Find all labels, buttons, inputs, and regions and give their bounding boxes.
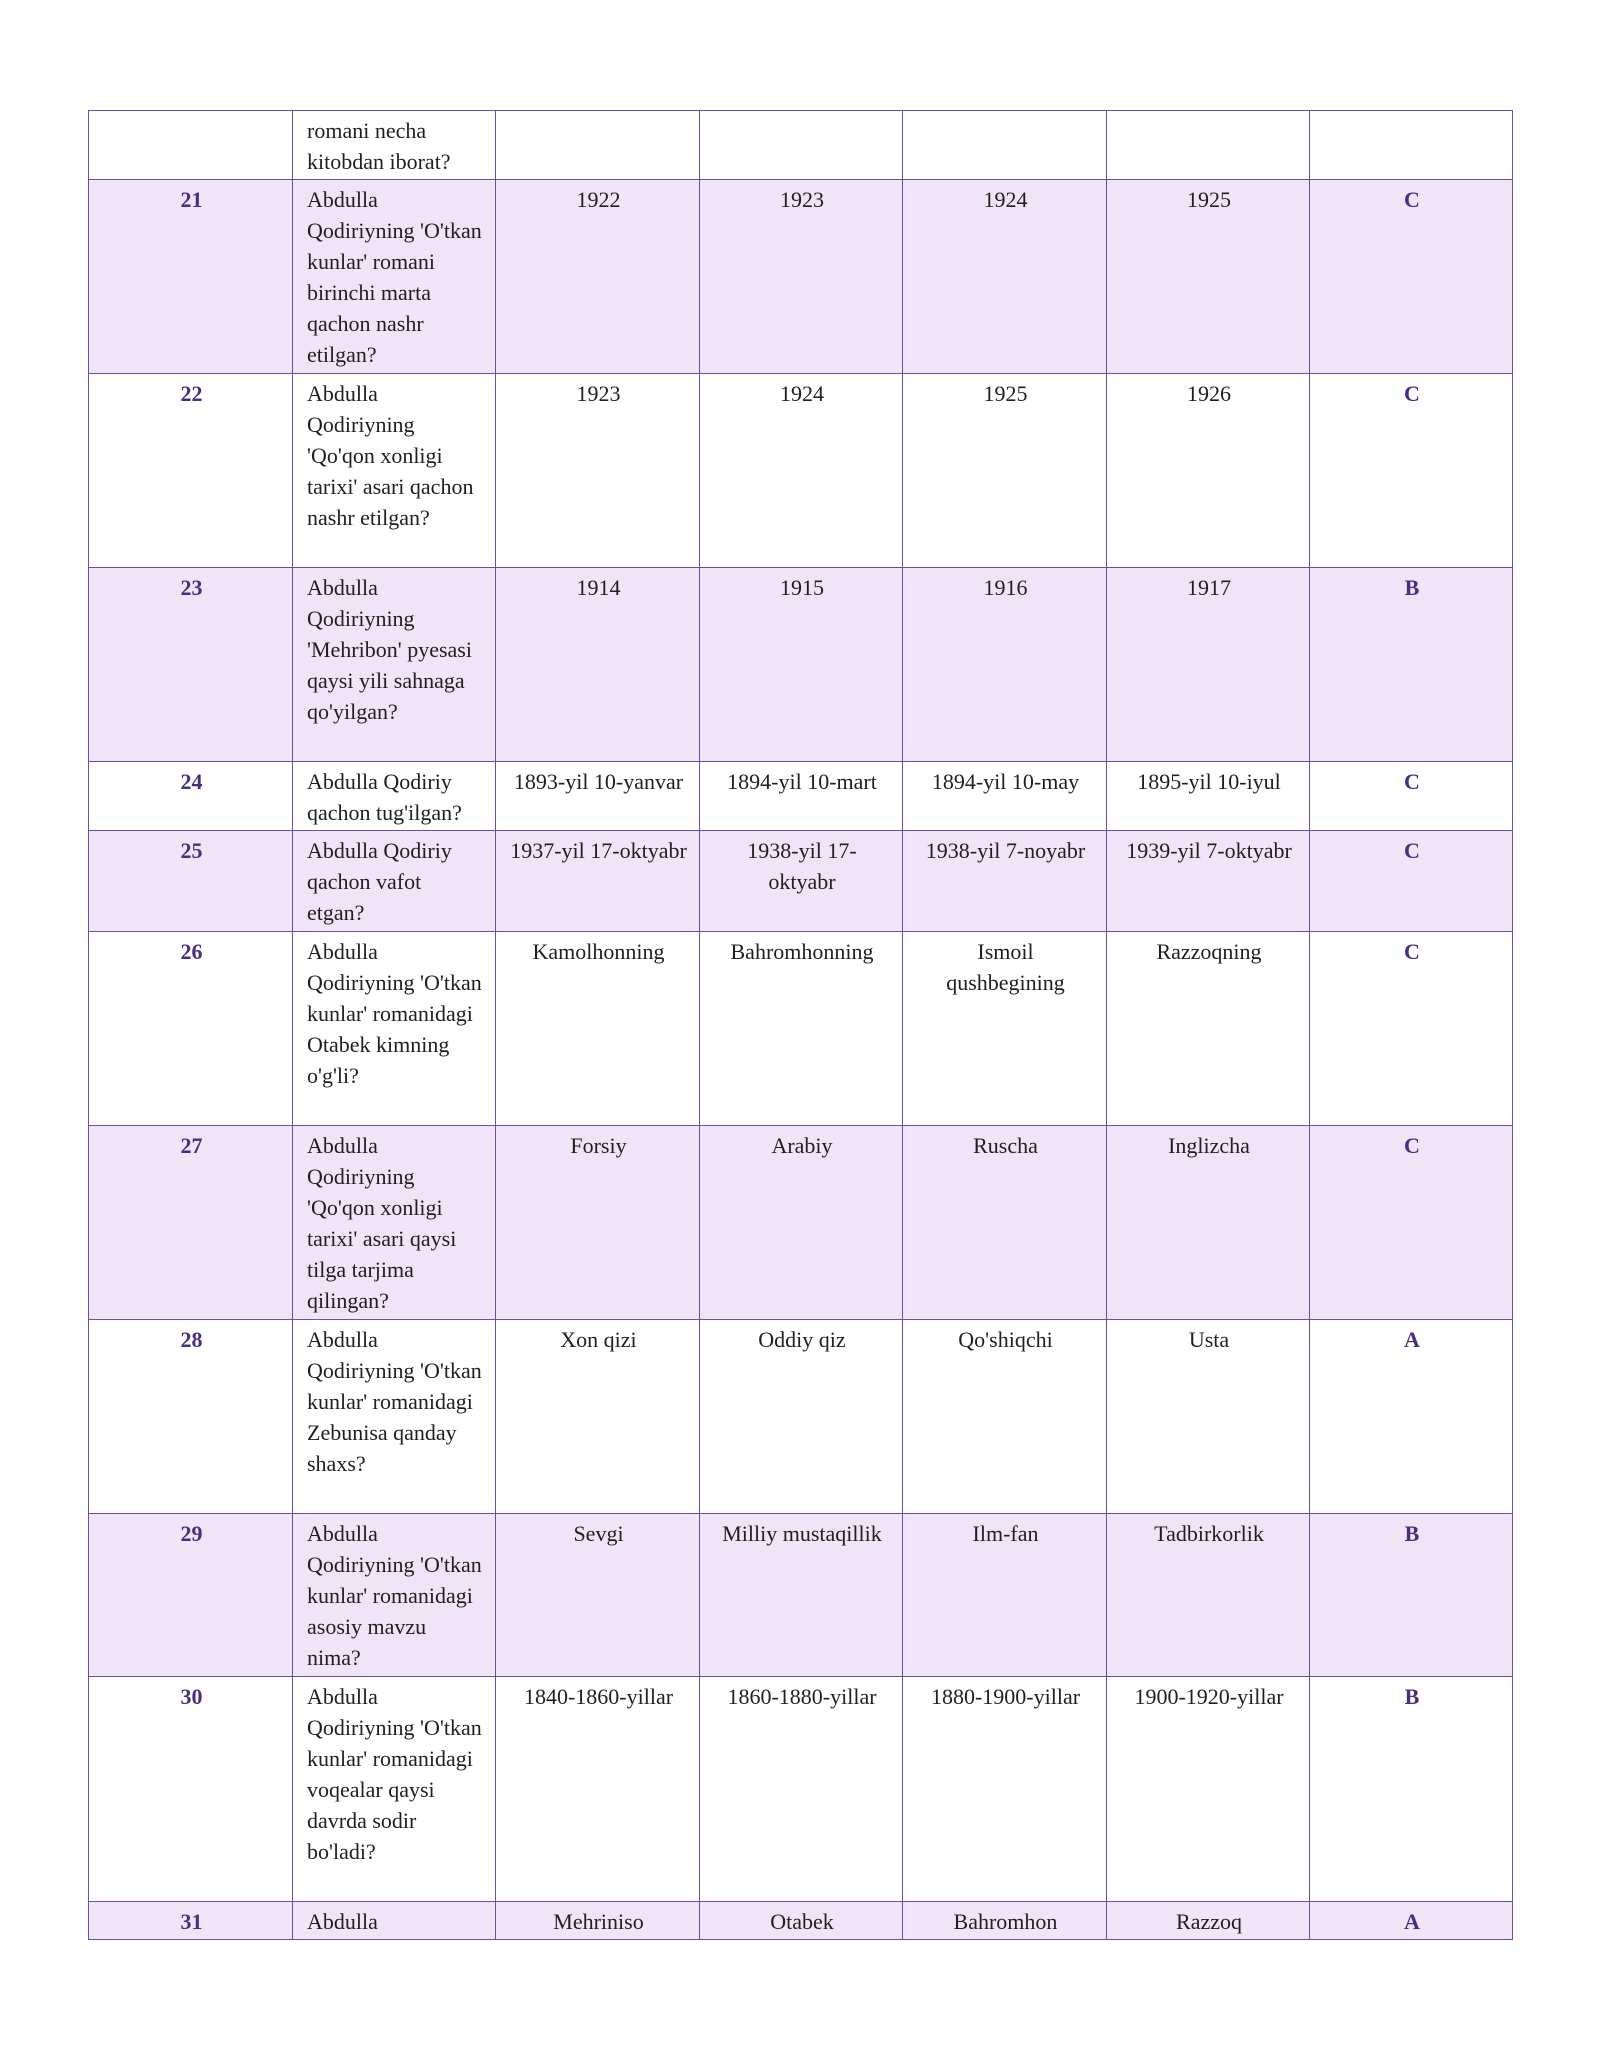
question-number: 21 xyxy=(89,180,293,374)
table-row xyxy=(89,568,1513,762)
option-b: Arabiy xyxy=(700,1126,903,1320)
option-d: 1926 xyxy=(1107,374,1310,568)
option-c: 1924 xyxy=(903,180,1107,374)
table-row xyxy=(89,1126,1513,1320)
correct-answer: C xyxy=(1310,762,1513,831)
table-row xyxy=(89,932,1513,1126)
option-d: Usta xyxy=(1107,1320,1310,1514)
question-number: 26 xyxy=(89,932,293,1126)
option-d: 1900-1920-yillar xyxy=(1107,1677,1310,1902)
correct-answer xyxy=(1310,111,1513,180)
question-text: Abdulla Qodiriy qachon vafot etgan? xyxy=(293,831,496,932)
question-text: Abdulla Qodiriyning 'Qo'qon xonligi tarixi' asari qaysi tilga tarjima qilingan? xyxy=(293,1126,496,1320)
correct-answer: C xyxy=(1310,374,1513,568)
question-number: 23 xyxy=(89,568,293,762)
table-row xyxy=(89,111,1513,180)
option-c: 1916 xyxy=(903,568,1107,762)
option-b: 1860-1880-yillar xyxy=(700,1677,903,1902)
correct-answer: A xyxy=(1310,1320,1513,1514)
question-text: Abdulla Qodiriyning 'O'tkan kunlar' romani birinchi marta qachon nashr etilgan? xyxy=(293,180,496,374)
question-number: 28 xyxy=(89,1320,293,1514)
option-d: Razzoq xyxy=(1107,1902,1310,1940)
option-a: 1923 xyxy=(496,374,700,568)
option-c xyxy=(903,111,1107,180)
table-row xyxy=(89,1902,1513,1940)
quiz-table xyxy=(88,110,1513,1940)
question-text: Abdulla Qodiriyning 'O'tkan kunlar' romanidagi Otabek kimning o'g'li? xyxy=(293,932,496,1126)
option-c: 1894-yil 10-may xyxy=(903,762,1107,831)
option-a: Mehriniso xyxy=(496,1902,700,1940)
correct-answer: B xyxy=(1310,568,1513,762)
option-c: 1880-1900-yillar xyxy=(903,1677,1107,1902)
option-a: 1893-yil 10-yanvar xyxy=(496,762,700,831)
option-b: 1915 xyxy=(700,568,903,762)
question-text: Abdulla Qodiriyning 'Mehribon' pyesasi qaysi yili sahnaga qo'yilgan? xyxy=(293,568,496,762)
correct-answer: C xyxy=(1310,932,1513,1126)
question-text: Abdulla Qodiriyning 'O'tkan kunlar' romanidagi asosiy mavzu nima? xyxy=(293,1514,496,1677)
question-number: 25 xyxy=(89,831,293,932)
option-a: 1914 xyxy=(496,568,700,762)
correct-answer: B xyxy=(1310,1514,1513,1677)
option-a: 1922 xyxy=(496,180,700,374)
question-text: Abdulla Qodiriyning 'O'tkan kunlar' romanidagi Zebunisa qanday shaxs? xyxy=(293,1320,496,1514)
table-row xyxy=(89,831,1513,932)
option-a: Xon qizi xyxy=(496,1320,700,1514)
option-a: Sevgi xyxy=(496,1514,700,1677)
option-b: Oddiy qiz xyxy=(700,1320,903,1514)
option-d xyxy=(1107,111,1310,180)
correct-answer: A xyxy=(1310,1902,1513,1940)
option-b: Otabek xyxy=(700,1902,903,1940)
option-c: Ismoil qushbegining xyxy=(903,932,1107,1126)
correct-answer: B xyxy=(1310,1677,1513,1902)
option-b: Bahromhonning xyxy=(700,932,903,1126)
question-number: 22 xyxy=(89,374,293,568)
table-row xyxy=(89,1514,1513,1677)
correct-answer: C xyxy=(1310,1126,1513,1320)
correct-answer: C xyxy=(1310,831,1513,932)
question-number: 27 xyxy=(89,1126,293,1320)
option-c: Ilm-fan xyxy=(903,1514,1107,1677)
option-a: 1937-yil 17-oktyabr xyxy=(496,831,700,932)
option-c: Ruscha xyxy=(903,1126,1107,1320)
option-b: 1938-yil 17-oktyabr xyxy=(700,831,903,932)
question-text: Abdulla Qodiriyning 'Qo'qon xonligi tarixi' asari qachon nashr etilgan? xyxy=(293,374,496,568)
table-row xyxy=(89,374,1513,568)
question-text: romani necha kitobdan iborat? xyxy=(293,111,496,180)
option-d: Inglizcha xyxy=(1107,1126,1310,1320)
option-b: 1894-yil 10-mart xyxy=(700,762,903,831)
option-b: Milliy mustaqillik xyxy=(700,1514,903,1677)
option-c: 1925 xyxy=(903,374,1107,568)
table-row xyxy=(89,762,1513,831)
option-a xyxy=(496,111,700,180)
option-b xyxy=(700,111,903,180)
option-b: 1923 xyxy=(700,180,903,374)
table-row xyxy=(89,1320,1513,1514)
option-a: Kamolhonning xyxy=(496,932,700,1126)
question-number: 24 xyxy=(89,762,293,831)
question-number: 31 xyxy=(89,1902,293,1940)
question-text: Abdulla Qodiriyning 'O'tkan kunlar' romanidagi voqealar qaysi davrda sodir bo'ladi? xyxy=(293,1677,496,1902)
option-d: 1917 xyxy=(1107,568,1310,762)
correct-answer: C xyxy=(1310,180,1513,374)
question-text: Abdulla Qodiriy qachon tug'ilgan? xyxy=(293,762,496,831)
option-a: 1840-1860-yillar xyxy=(496,1677,700,1902)
option-d: Razzoqning xyxy=(1107,932,1310,1126)
option-c: Bahromhon xyxy=(903,1902,1107,1940)
table-row xyxy=(89,180,1513,374)
option-b: 1924 xyxy=(700,374,903,568)
question-number xyxy=(89,111,293,180)
option-d: Tadbirkorlik xyxy=(1107,1514,1310,1677)
question-number: 30 xyxy=(89,1677,293,1902)
option-c: 1938-yil 7-noyabr xyxy=(903,831,1107,932)
table-row xyxy=(89,1677,1513,1902)
option-d: 1939-yil 7-oktyabr xyxy=(1107,831,1310,932)
option-c: Qo'shiqchi xyxy=(903,1320,1107,1514)
option-d: 1895-yil 10-iyul xyxy=(1107,762,1310,831)
question-text: Abdulla xyxy=(293,1902,496,1940)
option-a: Forsiy xyxy=(496,1126,700,1320)
option-d: 1925 xyxy=(1107,180,1310,374)
question-number: 29 xyxy=(89,1514,293,1677)
